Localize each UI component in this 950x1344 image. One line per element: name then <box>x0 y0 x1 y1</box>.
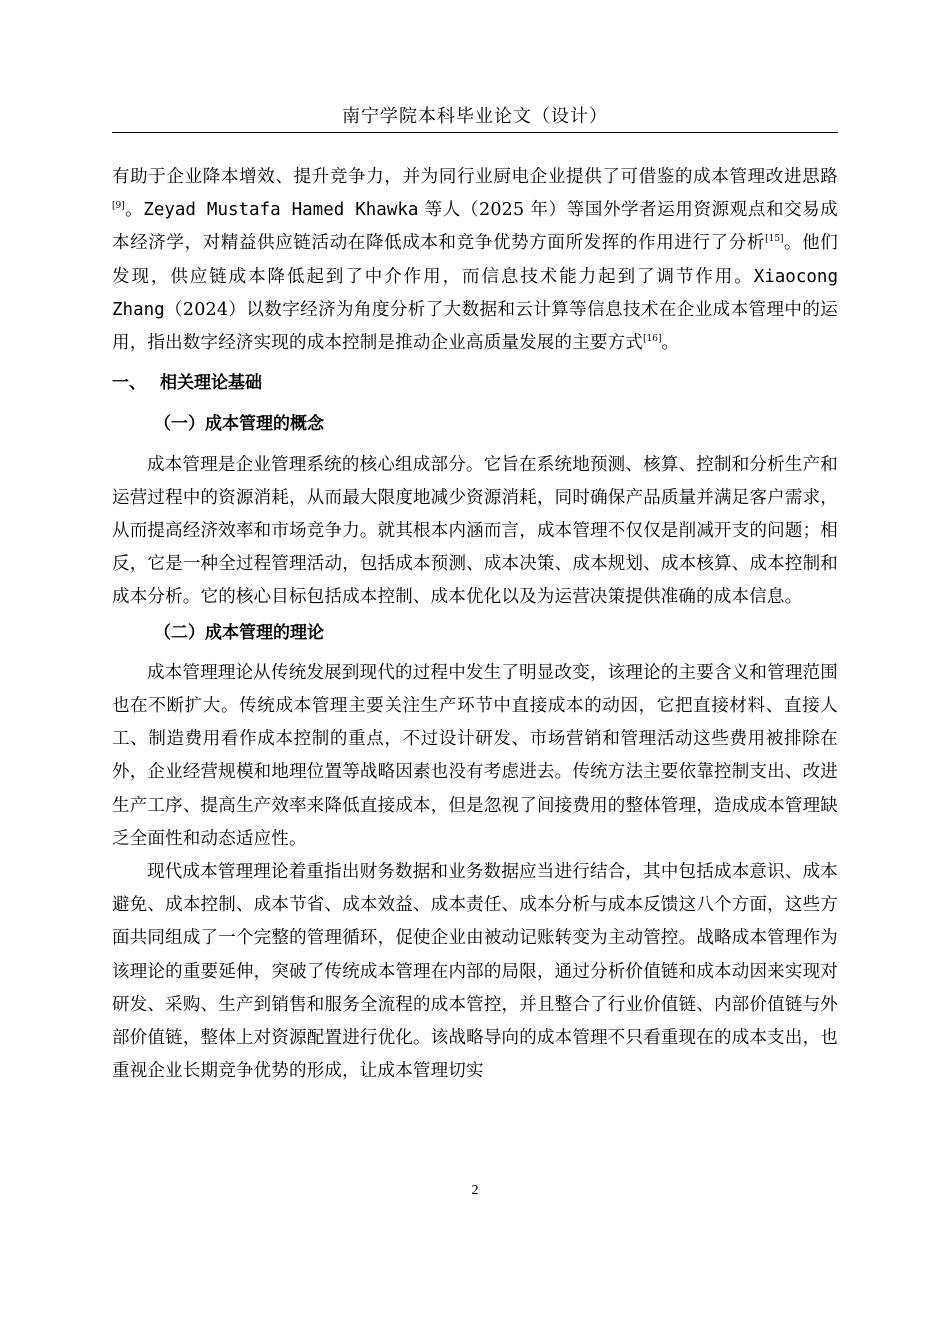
citation-ref: [9] <box>112 201 125 212</box>
paragraph-concept: 成本管理是企业管理系统的核心组成部分。它旨在系统地预测、核算、控制和分析生产和运营过程中的资源消耗，从而最大限度地减少资源消耗，同时确保产品质量并满足客户需求，从而提高经济效率和市场竞争力。就其根本内涵而言，成本管理不仅仅是削减开支的问题；相反，它是一种全过程管理活动，包括成本预测、成本决策、成本规划、成本核算、成本控制和成本分析。它的核心目标包括成本控制、成本优化以及为运营决策提供准确的成本信息。 <box>112 454 838 608</box>
author-name: Xiaocong Zhang <box>112 266 838 320</box>
paragraph-text: （2024）以数字经济为角度分析了大数据和云计算等信息技术在企业成本管理中的运用，指出数字经济实现的成本控制是推动企业高质量发展的主要方式 <box>112 299 838 354</box>
citation-ref: [16] <box>643 334 662 345</box>
section-number: 一、 <box>112 373 146 394</box>
subsection-heading-theory: （二）成本管理的理论 <box>154 622 324 643</box>
page-number: 2 <box>471 1183 479 1198</box>
author-name: Zeyad Mustafa Hamed Khawka <box>143 200 419 221</box>
section-heading <box>112 367 838 400</box>
paragraph-literature-review <box>112 161 838 360</box>
running-header: 南宁学院本科毕业论文（设计） <box>342 106 608 127</box>
paragraph-text: 。 <box>124 200 144 221</box>
paragraph-text: 等人（2025 年）等国外学者运用资源观点和交易成本经济学，对精益供应链活动在降低成本和竞争优势方面所发挥的作用进行了分析 <box>112 200 838 254</box>
citation-ref: [15] <box>765 234 784 245</box>
paragraph-modern-theory: 现代成本管理理论着重指出财务数据和业务数据应当进行结合，其中包括成本意识、成本避免、成本控制、成本节省、成本效益、成本责任、成本分析与成本反馈这八个方面，这些方面共同组成了一个完整的管理循环，促使企业由被动记账转变为主动管控。战略成本管理作为该理论的重要延伸，突破了传统成本管理在内部的局限，通过分析价值链和成本动因来实现对研发、采购、生产到销售和服务全流程的成本管控，并且整合了行业价值链、内部价值链与外部价值链，整体上对资源配置进行优化。该战略导向的成本管理不只看重现在的成本支出，也重视企业长期竞争优势的形成，让成本管理切实 <box>112 862 838 1082</box>
paragraph-text: 。 <box>661 333 680 354</box>
section-title: 相关理论基础 <box>160 373 262 394</box>
page-body <box>112 161 838 1088</box>
subsection-heading-concept: （一）成本管理的概念 <box>154 414 324 435</box>
paragraph-text: 有助于企业降本增效、提升竞争力，并为同行业厨电企业提供了可借鉴的成本管理改进思路 <box>112 167 838 187</box>
paragraph-text: 。他们发现，供应链成本降低起到了中介作用，而信息技术能力起到了调节作用。 <box>112 233 838 287</box>
paragraph-traditional-theory: 成本管理理论从传统发展到现代的过程中发生了明显改变，该理论的主要含义和管理范围也在不断扩大。传统成本管理主要关注生产环节中直接成本的动因，它把直接材料、直接人工、制造费用看作成本控制的重点，不过设计研发、市场营销和管理活动这些费用被排除在外，企业经营规模和地理位置等战略因素也没有考虑进去。传统方法主要依靠控制支出、改进生产工序、提高生产效率来降低直接成本，但是忽视了间接费用的整体管理，造成成本管理缺乏全面性和动态适应性。 <box>112 662 838 849</box>
header-rule <box>112 132 838 133</box>
